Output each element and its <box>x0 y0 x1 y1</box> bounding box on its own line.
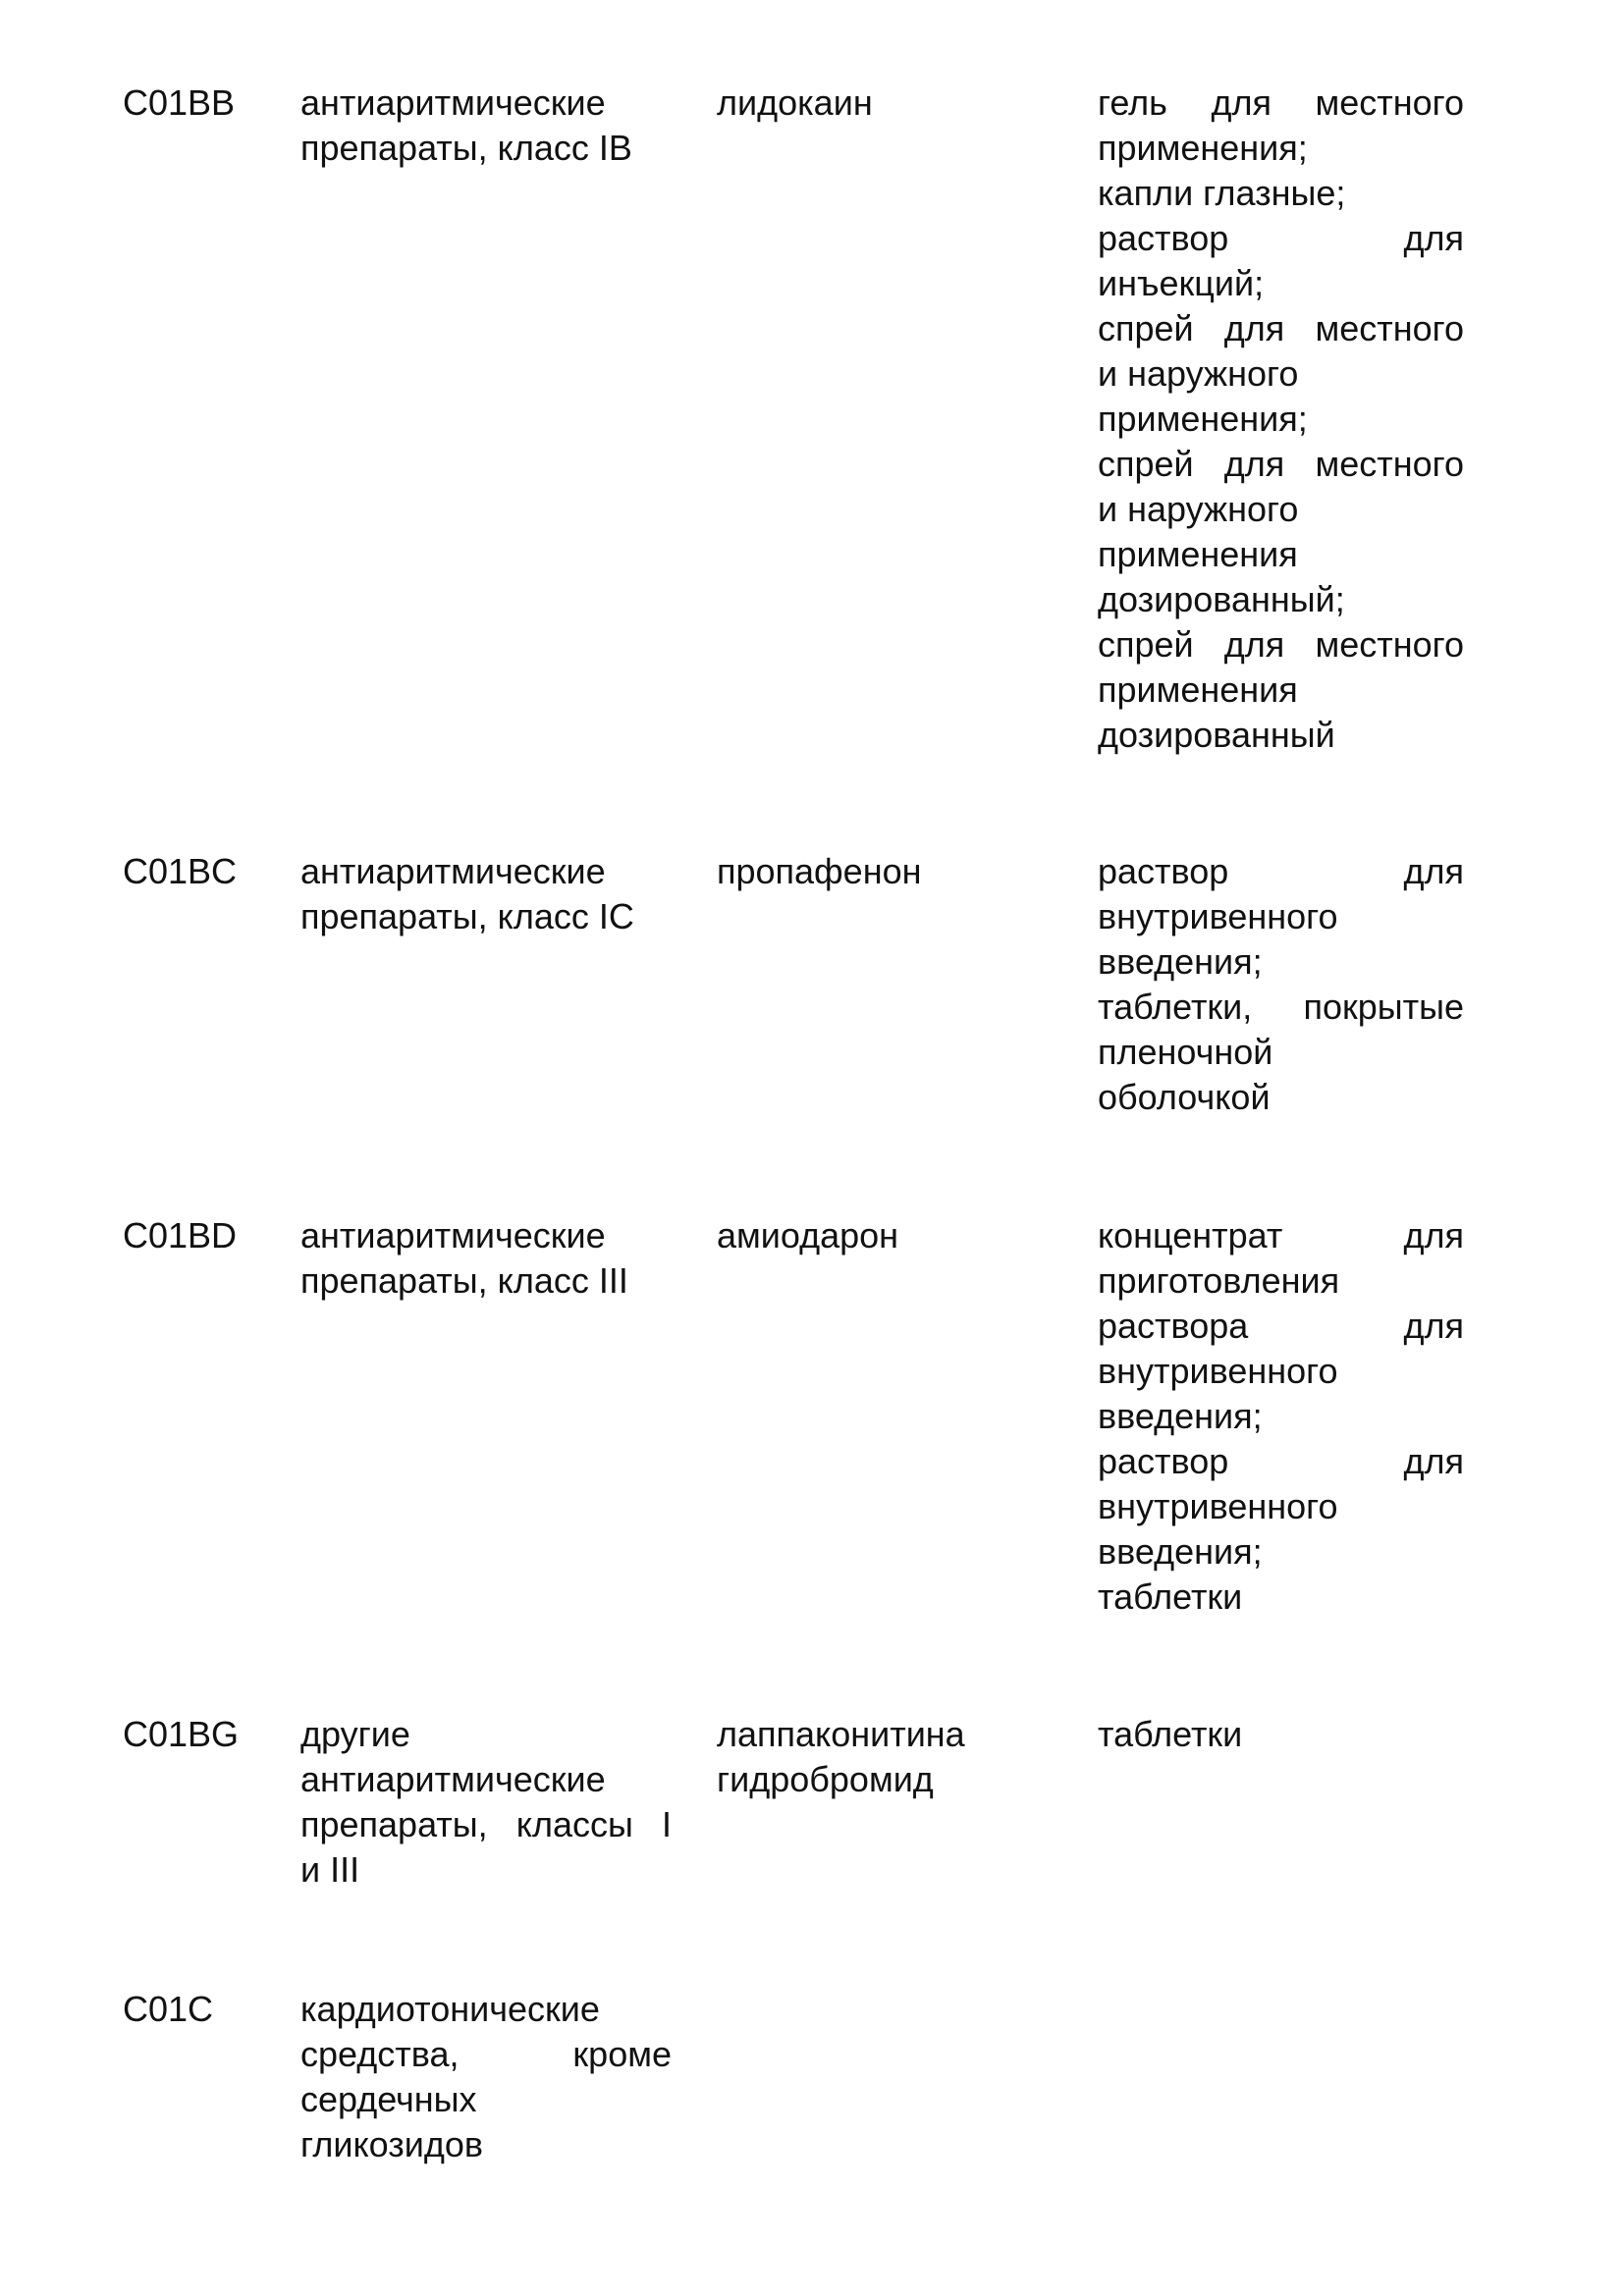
drug-name: лидокаин <box>717 82 873 123</box>
pharmacological-group: кардиотонические средства, кроме сердечных гликозидов <box>300 1989 672 2164</box>
dosage-forms <box>1098 849 1464 1120</box>
dosage-form-line: введения; <box>1098 941 1263 982</box>
dosage-form-line: внутривенного <box>1098 1486 1338 1526</box>
dosage-forms <box>1098 1712 1464 1757</box>
dosage-form-line: введения; <box>1098 1396 1263 1436</box>
dosage-form-line: спрей для местного <box>1098 624 1464 665</box>
pharmacological-group: антиаритмические препараты, класс IB <box>300 82 632 168</box>
dosage-forms <box>1098 1213 1464 1620</box>
dosage-form-line: раствор для <box>1098 1441 1464 1481</box>
dosage-form-line: пленочной <box>1098 1032 1273 1072</box>
drug-name: лаппаконитина гидробромид <box>717 1714 965 1799</box>
dosage-form-line: дозированный <box>1098 715 1335 755</box>
dosage-form-line: применения <box>1098 669 1298 710</box>
dosage-forms <box>1098 80 1464 758</box>
dosage-form-line: раствора для <box>1098 1306 1464 1346</box>
group-word: кроме <box>572 2034 672 2074</box>
dosage-form-line: раствор для <box>1098 218 1464 258</box>
group-word: классы <box>515 1804 633 1844</box>
atc-code: C01BD <box>123 1215 238 1255</box>
dosage-form-line: таблетки, покрытые <box>1098 987 1464 1027</box>
dosage-form-line: концентрат для <box>1098 1215 1464 1255</box>
atc-code: C01BG <box>123 1714 240 1754</box>
dosage-form-line: капли глазные; <box>1098 173 1346 213</box>
drug-name: амиодарон <box>717 1215 899 1255</box>
atc-code: C01BB <box>123 82 236 123</box>
group-word: препараты, <box>300 1804 488 1844</box>
atc-code: C01BC <box>123 851 238 891</box>
dosage-form-line: внутривенного <box>1098 1351 1338 1391</box>
pharmacological-group: антиаритмические препараты, класс IC <box>300 851 634 936</box>
dosage-form-line: спрей для местного <box>1098 444 1464 484</box>
dosage-form-line: введения; <box>1098 1531 1263 1572</box>
dosage-form-line: раствор для <box>1098 851 1464 891</box>
group-line <box>300 1802 672 1847</box>
dosage-form-line: внутривенного <box>1098 896 1338 936</box>
pharmacological-group: другие антиаритмические препараты, классы I и III <box>300 1714 672 1890</box>
drug-name: пропафенон <box>717 851 922 891</box>
dosage-form-line: гель для местного <box>1098 82 1464 123</box>
dosage-form-line: и наружного <box>1098 489 1299 529</box>
dosage-form-line: применения; <box>1098 128 1308 168</box>
dosage-form-line: приготовления <box>1098 1260 1340 1301</box>
dosage-form-line: дозированный; <box>1098 579 1345 619</box>
dosage-form-line: таблетки <box>1098 1714 1243 1754</box>
dosage-form-line: спрей для местного <box>1098 308 1464 348</box>
pharmacological-group: антиаритмические препараты, класс III <box>300 1215 628 1301</box>
dosage-form-line: таблетки <box>1098 1576 1243 1617</box>
dosage-form-line: применения <box>1098 534 1298 574</box>
dosage-form-line: применения; <box>1098 399 1308 439</box>
group-line <box>300 2032 672 2077</box>
group-word: средства, <box>300 2034 460 2074</box>
dosage-form-line: оболочкой <box>1098 1077 1271 1117</box>
atc-code: C01C <box>123 1989 214 2029</box>
dosage-form-line: и наружного <box>1098 353 1299 394</box>
group-word: I <box>661 1804 672 1844</box>
dosage-form-line: инъекций; <box>1098 263 1265 303</box>
